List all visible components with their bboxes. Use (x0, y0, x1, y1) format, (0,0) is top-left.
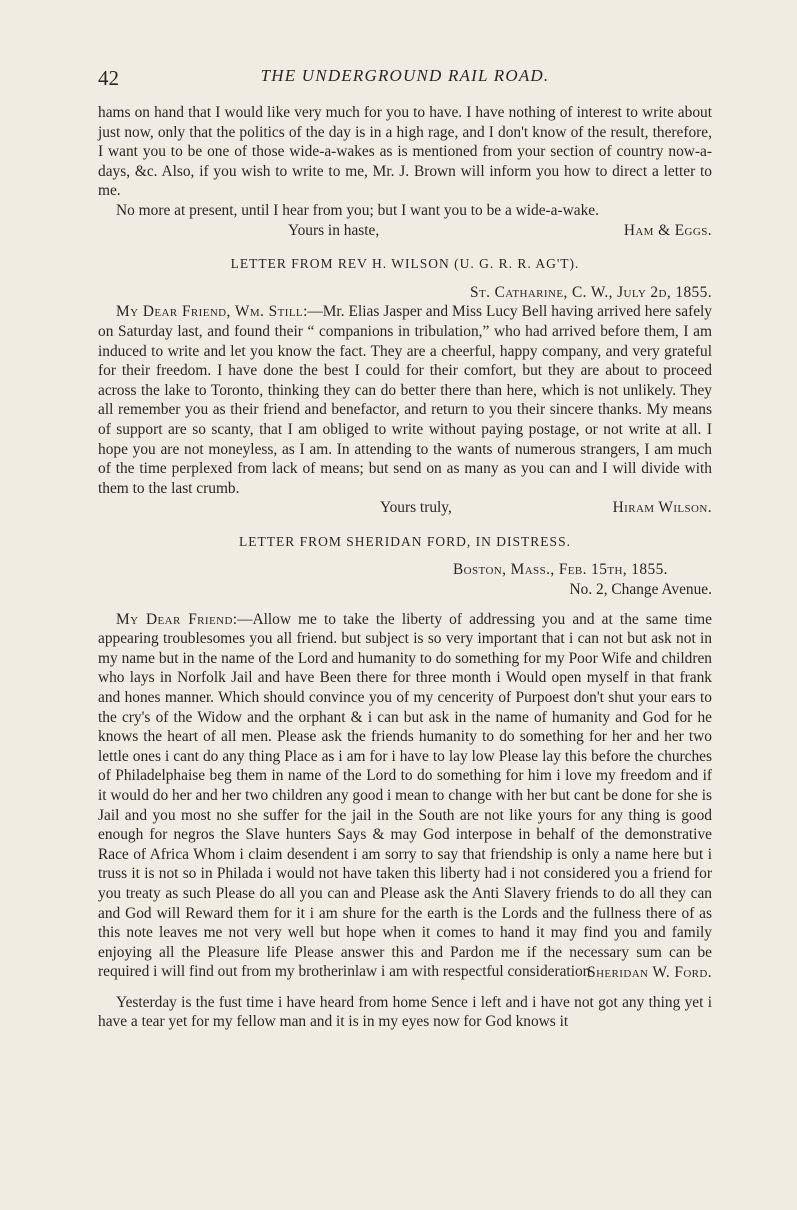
letter1-paragraph2: No more at present, until I hear from you; but I want you to be a wide-a-wake. (116, 201, 599, 219)
letter2-body: :—Mr. Elias Jasper and Miss Lucy Bell having arrived here safely on Saturday last, and found their “ companions in tribulation,” who had arrived before them, I am induced to write and let you know the fact. They are a cheerful, happy company, and very grateful for their freedom. I have done the best I could for their comfort, but they are about to proceed across the lake to Toronto, thinking they can do better there than here, which is not unlikely. They all remember you as their friend and benefactor, and return to you their sincere thanks. My means of support are so scanty, that I am obliged to write without paying postage, or not write at all. I hope you are not moneyless, as I am. In attending to the wants of numerous strangers, I am much of the time perplexed from lack of means; but send on as many as you can and I will divide with them to the last crumb. (98, 303, 712, 497)
page-header (98, 66, 712, 92)
letter3-signature: Sheridan W. Ford. (587, 963, 712, 981)
letter3-postscript: Yesterday is the fust time i have heard from home Sence i left and i have not got any thing yet i have a tear yet for my fellow man and it is in my eyes now for God knows it (98, 993, 712, 1031)
letter2-dateline: St. Catharine, C. W., July 2d, 1855. (470, 283, 712, 301)
running-title: THE UNDERGROUND RAIL ROAD. (260, 66, 550, 85)
letter3-body-paragraph (98, 610, 712, 982)
letter3-heading: LETTER FROM SHERIDAN FORD, IN DISTRESS. (239, 533, 571, 549)
letter1-signature: Ham & Eggs. (623, 221, 712, 239)
letter2-body-paragraph (98, 302, 712, 498)
letter2-salutation: My Dear Friend, Wm. Still (116, 303, 304, 321)
letter2-signature: Hiram Wilson. (612, 499, 712, 517)
letter3-dateline: Boston, Mass., Feb. 15th, 1855. (453, 561, 668, 579)
page-number: 42 (98, 66, 119, 90)
letter2-closing: Yours truly, (380, 499, 452, 517)
letter2-heading: LETTER FROM REV H. WILSON (U. G. R. R. AG'T). (230, 256, 580, 272)
letter3-body: :—Allow me to take the liberty of addressing you and at the same time appearing troublesomes you all friend. but subject is so very important that i can not but ask not in my name but in the name of the Lord and humanity to do something for my Poor Wife and children who lays in Norfolk Jail and have Been there for three month i Would open myself in that frank and hones manner. Which should convince you of my cencerity of Purpoest don't shut your ears to the cry's of the Widow and the orphant & i can but ask in the name of humanity and God for he knows the heart of all men. Please ask the friends humanity to do something for her and her two lettle ones i cant do any thing Place as i am for i have to lay low Please lay this before the churches of Philadelphaise beg them in name of the Lord to do something for him i love my freedom and if it would do her and her two children any good i mean to change with her but cant be done for she is Jail and you most no she suffer for the jail in the South are not like yours for any thing is good enough for negros the Slave hunters Says & may God interpose in behalf of the demonstrative Race of Africa Whom i claim desendent i am sorry to say that friendship is only a name here but i truss it is not so in Philada i would not have taken this liberty had i not considered you a friend for you treaty as such Please do all you can and Please ask the Anti Slavery friends to do all they can and God will Reward them for it i am shure for the earth is the Lords and the fullness there of as this note leaves me not very well but hope when it comes to hand it may find you and family enjoying all the Pleasure life Please answer this and Pardon me if the necessary sum can be required i will find out from my brotherinlaw i am with respectful consideration (98, 610, 712, 981)
page-body (98, 103, 712, 1032)
letter1-paragraph1: hams on hand that I would like very much for you to have. I have nothing of interest to write about just now, only that the politics of the day is in a high rage, and I don't know of the result, therefore, I want you to be one of those wide-a-wakes as is mentioned from your section of country now-a-days, &c. Also, if you wish to write to me, Mr. J. Brown will inform you how to direct a letter to me. (98, 104, 712, 200)
letter1-closing: Yours in haste, (288, 221, 380, 239)
letter3-salutation: My Dear Friend (116, 610, 233, 628)
letter1-signoff (98, 221, 712, 241)
letter2-signoff (98, 498, 712, 518)
letter3-address: No. 2, Change Avenue. (569, 581, 712, 599)
